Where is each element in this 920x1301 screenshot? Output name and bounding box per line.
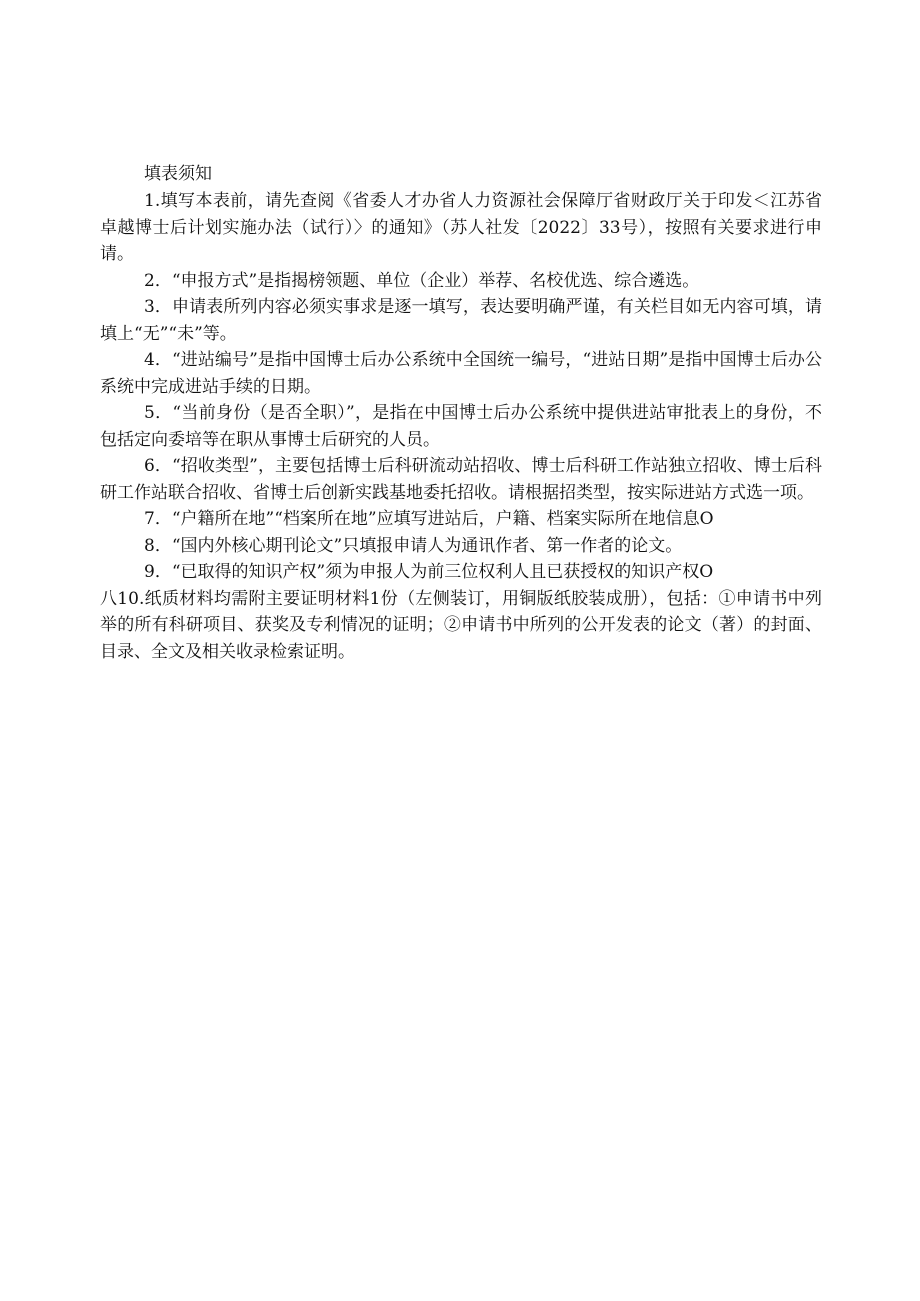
page-title: 填表须知 xyxy=(144,164,212,184)
instruction-item-8: 8．“国内外核心期刊论文”只填报申请人为通讯作者、第一作者的论文。 xyxy=(144,535,683,556)
instruction-item-2: 2．“申报方式”是指揭榜领题、单位（企业）举荐、名校优选、综合遴选。 xyxy=(144,270,700,291)
instruction-item-6: 6．“招收类型”，主要包括博士后科研流动站招收、博士后科研工作站独立招收、博士后科研工作站联合招收、省博士后创新实践基地委托招收。请根据招类型，按实际进站方式选一项。 xyxy=(100,456,822,503)
instruction-item-7: 7．“户籍所在地”“档案所在地”应填写进站后，户籍、档案实际所在地信息O xyxy=(144,509,714,529)
instruction-item-4: 4．“进站编号”是指中国博士后办公系统中全国统一编号，“进站日期”是指中国博士后办公系统中完成进站手续的日期。 xyxy=(100,350,822,397)
instruction-item-10: 八10.纸质材料均需附主要证明材料1份（左侧装订，用铜版纸胶装成册），包括：①申请书中列举的所有科研项目、获奖及专利情况的证明；②申请书中所列的公开发表的论文（著）的封面、目录、全文及相关收录检索证明。 xyxy=(100,588,822,662)
instruction-item-5: 5．“当前身份（是否全职）”，是指在中国博士后办公系统中提供进站审批表上的身份，不包括定向委培等在职从事博士后研究的人员。 xyxy=(100,403,822,450)
instruction-item-9: 9．“已取得的知识产权”须为申报人为前三位权利人且已获授权的知识产权O xyxy=(144,562,714,582)
instruction-item-3: 3．申请表所列内容必须实事求是逐一填写，表达要明确严谨，有关栏目如无内容可填，请填上“无”“未”等。 xyxy=(100,297,822,344)
instruction-item-1: 1.填写本表前，请先查阅《省委人才办省人力资源社会保障厅省财政厅关于印发＜江苏省卓越博士后计划实施办法（试行）〉的通知》（苏人社发〔2022〕33号），按照有关要求进行申请。 xyxy=(100,191,822,264)
instructions-page xyxy=(100,160,822,665)
